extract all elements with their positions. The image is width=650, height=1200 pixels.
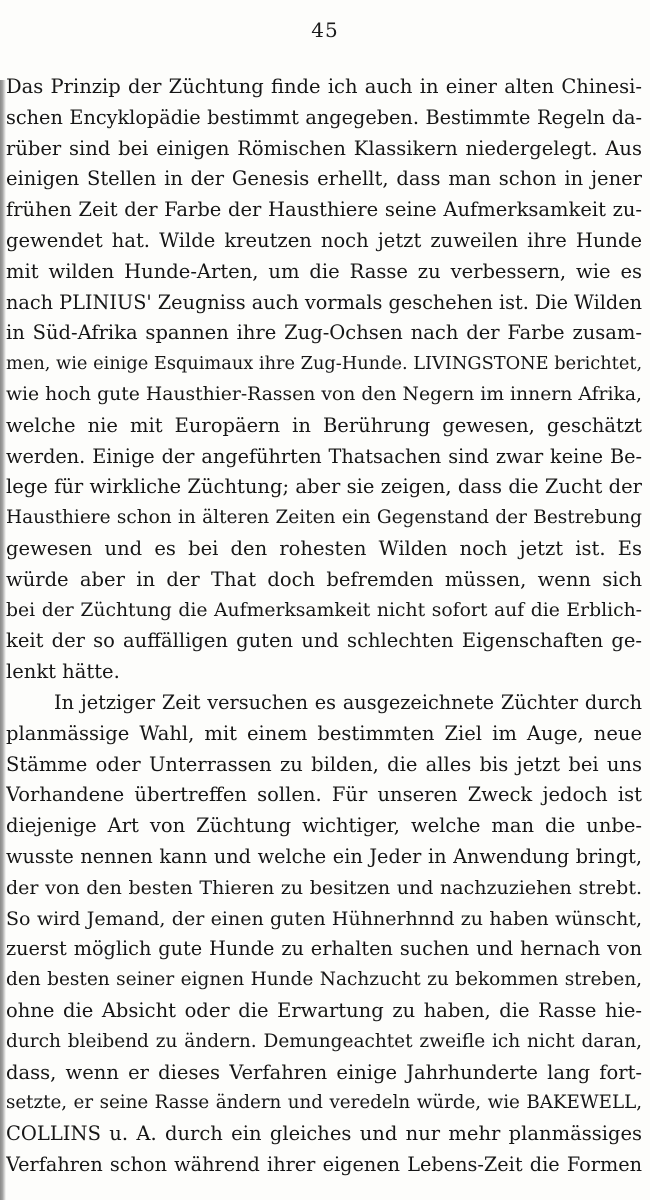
text-line: dass, wenn er dieses Verfahren einige Jahrhunderte lang fort- [6, 1060, 642, 1084]
text-line: würde aber in der That doch befremden müssen, wenn sich [6, 567, 642, 591]
text-line: bei der Züchtung die Aufmerksamkeit nicht sofort auf die Erblich- [6, 599, 642, 621]
text-line: ohne die Absicht oder die Erwartung zu haben, die Rasse hie- [6, 998, 642, 1022]
text-line: planmässige Wahl, mit einem bestimmten Ziel im Auge, neue [6, 721, 642, 745]
text-line: Das Prinzip der Züchtung finde ich auch in einer alten Chinesi- [6, 75, 642, 98]
text-line: lege für wirkliche Züchtung; aber sie zeigen, dass die Zucht der [6, 475, 642, 499]
text-line: COLLINS u. A. durch ein gleiches und nur mehr planmässiges [6, 1122, 642, 1146]
text-line: gewesen und es bei den rohesten Wilden noch jetzt ist. Es [6, 536, 642, 560]
text-line: in Süd-Afrika spannen ihre Zug-Ochsen nach der Farbe zusam- [6, 321, 642, 345]
text-line: Hausthiere schon in älteren Zeiten ein Gegenstand der Bestrebung [6, 507, 642, 529]
text-line: einigen Stellen in der Genesis erhellt, dass man schon in jener [6, 167, 642, 191]
text-line: mit wilden Hunde-Arten, um die Rasse zu verbessern, wie es [6, 259, 642, 283]
body-text [6, 72, 642, 1181]
text-line: keit der so auffälligen guten und schlechten Eigenschaften ge- [6, 629, 642, 653]
text-line: In jetziger Zeit versuchen es ausgezeichnete Züchter durch [54, 690, 642, 714]
text-line: setzte, er seine Rasse ändern und veredeln würde, wie BAKEWELL, [6, 1092, 642, 1114]
text-line: werden. Einige der angeführten Thatsachen sind zwar keine Be- [6, 444, 642, 468]
text-line: wie hoch gute Hausthier-Rassen von den Negern im innern Afrika, [6, 383, 642, 405]
text-line: lenkt hätte. [6, 660, 120, 684]
text-line: den besten seiner eignen Hunde Nachzucht zu bekommen streben, [6, 969, 642, 991]
text-line: wusste nennen kann und welche ein Jeder in Anwendung bringt, [6, 844, 642, 868]
text-line: Stämme oder Unterrassen zu bilden, die alles bis jetzt bei uns [6, 752, 642, 776]
text-line: durch bleibend zu ändern. Demungeachtet zweifle ich nicht daran, [6, 1030, 642, 1052]
text-line: Verfahren schon während ihrer eigenen Lebens-Zeit die Formen [6, 1152, 642, 1176]
page-number: 45 [311, 18, 339, 42]
text-line: nach PLINIUS' Zeugniss auch vormals geschehen ist. Die Wilden [6, 290, 642, 314]
text-line: welche nie mit Europäern in Berührung gewesen, geschätzt [6, 413, 642, 437]
text-line: der von den besten Thieren zu besitzen und nachzuziehen strebt. [6, 876, 642, 899]
text-line: diejenige Art von Züchtung wichtiger, welche man die unbe- [6, 814, 642, 838]
text-line: zuerst möglich gute Hunde zu erhalten suchen und hernach von [6, 937, 642, 961]
text-line: frühen Zeit der Farbe der Hausthiere seine Aufmerksamkeit zu- [6, 198, 642, 222]
text-line: schen Encyklopädie bestimmt angegeben. Bestimmte Regeln da- [6, 105, 642, 129]
text-line: Vorhandene übertreffen sollen. Für unseren Zweck jedoch ist [6, 783, 642, 807]
text-line: So wird Jemand, der einen guten Hühnerhnnd zu haben wünscht, [6, 907, 642, 930]
text-line: gewendet hat. Wilde kreutzen noch jetzt zuweilen ihre Hunde [6, 228, 642, 252]
text-line: rüber sind bei einigen Römischen Klassikern niedergelegt. Aus [6, 136, 642, 160]
text-line: men, wie einige Esquimaux ihre Zug-Hunde. LIVINGSTONE berichtet, [6, 354, 642, 375]
